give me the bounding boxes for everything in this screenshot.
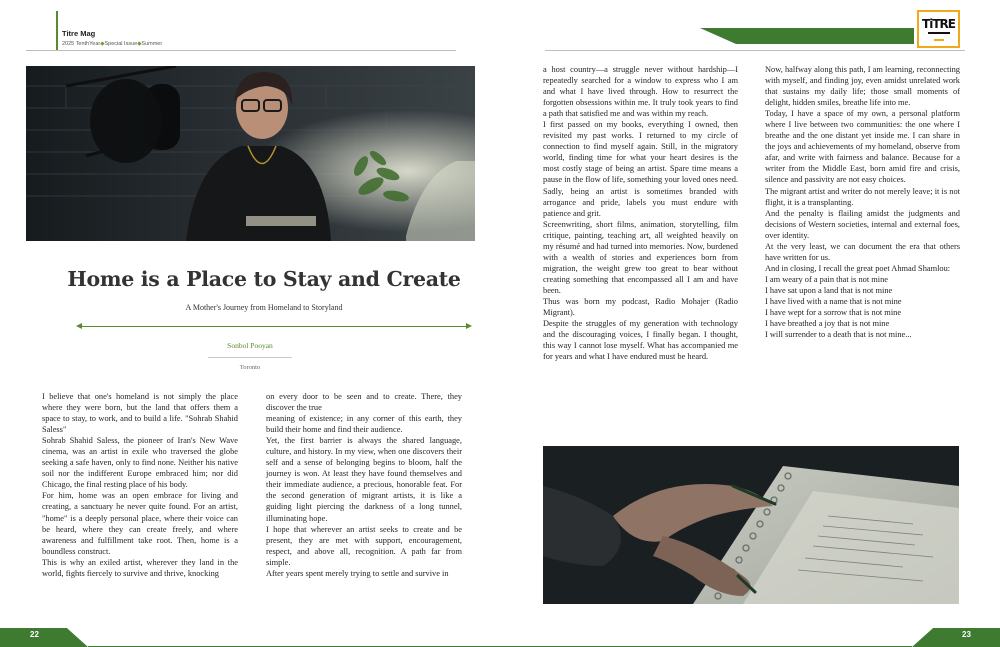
paragraph: meaning of existence; in any corner of this earth, they build their home and find their audience. bbox=[266, 414, 462, 435]
paragraph: After years spent merely trying to settle and survive in bbox=[266, 568, 449, 578]
header-rule-right bbox=[545, 50, 965, 51]
poem-line: I have sat upon a land that is not mine bbox=[765, 285, 893, 295]
magazine-logo bbox=[917, 10, 960, 48]
poem-line: I am weary of a pain that is not mine bbox=[765, 274, 889, 284]
body-column-4 bbox=[765, 64, 960, 340]
photo-hands-writing bbox=[543, 446, 959, 604]
header-rule-left bbox=[26, 50, 456, 51]
divider-arrow-right-icon bbox=[466, 323, 472, 329]
poem-line: I have wept for a sorrow that is not mine bbox=[765, 308, 902, 318]
paragraph: Despite the struggles of my generation with technology and the discouraging voices, I finally began. I thought, this way I cannot lose myself. What has accompanied me for years and what I have endured must be heard. bbox=[543, 319, 738, 362]
paragraph: Now, halfway along this path, I am learning, reconnecting with myself, and finding joy, even amidst unrelated work that sustains my daily life; those small moments of delight, hidden smiles, breathe life into me. bbox=[765, 65, 960, 108]
paragraph: This is why an exiled artist, wherever they land in the world, fights fiercely to survive and thrive, knocking bbox=[42, 557, 238, 578]
article-location: Toronto bbox=[239, 364, 261, 371]
issue-season: Summer bbox=[141, 41, 163, 47]
poem-line: I will surrender to a death that is not mine... bbox=[765, 330, 912, 340]
divider-arrow-left-icon bbox=[76, 323, 82, 329]
title-divider bbox=[78, 326, 469, 327]
paragraph: Screenwriting, short films, animation, storytelling, film critique, painting, teaching art, all weighted heavily on my résumé and had turned into memories. Now, burdened with a wealth of stories and experiences born from migration, the weight grew too great to bear without creating something that encompassed all I am and have been. bbox=[543, 219, 738, 295]
issue-line bbox=[62, 41, 162, 47]
footer-band-left bbox=[0, 628, 88, 647]
page-number-left: 22 bbox=[30, 630, 39, 639]
issue-separator: ◆ bbox=[137, 41, 142, 47]
photo-podcaster bbox=[26, 66, 475, 241]
article-subtitle: A Mother's Journey from Homeland to Storyland bbox=[185, 303, 343, 312]
article-title: Home is a Place to Stay and Create bbox=[67, 267, 461, 291]
paragraph: Thus was born my podcast, Radio Mohajer (Radio Migrant). bbox=[543, 296, 738, 318]
paragraph: I hope that wherever an artist seeks to create and be present, they are met with support, encouragement, respect, and above all, recognition. A path far from simple. bbox=[266, 524, 462, 567]
poem-line: I have lived with a name that is not mine bbox=[765, 296, 902, 306]
header-green-band bbox=[768, 28, 914, 44]
paragraph: on every door to be seen and to create. There, they discover the true bbox=[266, 392, 462, 413]
body-column-3 bbox=[543, 64, 738, 362]
issue-separator: ◆ bbox=[100, 41, 105, 47]
paragraph: The migrant artist and writer do not merely leave; it is not flight, it is a transplanting. bbox=[765, 186, 960, 207]
header-accent-bar bbox=[56, 11, 58, 51]
issue-year: 2025 TenthYear bbox=[62, 41, 101, 47]
logo-text: TiTRE bbox=[922, 16, 955, 31]
poem-line: I have breathed a joy that is not mine bbox=[765, 319, 890, 329]
paragraph: I first passed on my books, everything I owned, then revisited my past works. I returned to my circle of connection to find myself again. Still, in the migratory world, finding time for what your heart desires is the most costly stage of being an artist. Spare time means a pause in the flow of life, something your loved ones need. Sadly, being an artist is sometimes branded with arrogance and pride, labels you must endure with patience and grit. bbox=[543, 120, 738, 218]
paragraph: Sohrab Shahid Saless, the pioneer of Iran's New Wave cinema, was an artist in exile who traversed the globe seeking a safe haven, only to find none. Neither his native soil nor the indifferent Europe embraced him; nor did Chicago, the final resting place of his body. bbox=[42, 436, 238, 490]
paragraph: I believe that one's homeland is not simply the place where they were born, but the land that offers them a space to stay, to work, and to build a life. "Sohrab Shahid Saless" bbox=[42, 392, 238, 435]
article-author: Sonbol Pooyan bbox=[227, 341, 273, 350]
paragraph: Today, I have a space of my own, a personal platform where I live between two communities: the one where I breathe and the one distant yet inside me. I can share in the joys and achievements of my homeland, observe from afar, and write with fairness and balance. Because for a writer from the Middle East, born amid fire and crisis, silence and passivity are not easy choices. bbox=[765, 109, 960, 185]
body-column-2 bbox=[266, 391, 462, 579]
paragraph: For him, home was an open embrace for living and creating, a sanctuary he never quite found. For an artist, "home" is a deeply personal place, where their voice can be heard, where they can create freely, and where awareness and fulfillment take root. Then, home is a boundless construct. bbox=[42, 491, 238, 556]
author-divider bbox=[208, 357, 292, 358]
paragraph: a host country—a struggle never without hardship—I repeatedly searched for a window to express who I am and what I have lived through. How to resurrect the forgotten obsessions within me. It truly took years to find a path that satisfied me and was within my reach. bbox=[543, 65, 738, 119]
paragraph: And in closing, I recall the great poet Ahmad Shamlou: bbox=[765, 263, 951, 273]
issue-special: Special Issue bbox=[104, 41, 138, 47]
paragraph: And the penalty is flailing amidst the judgments and decisions of Western societies, internal and external foes, over identity. bbox=[765, 208, 960, 240]
page-number-right: 23 bbox=[962, 630, 971, 639]
footer-band-right bbox=[912, 628, 1000, 647]
paragraph: At the very least, we can document the era that others have written for us. bbox=[765, 241, 960, 262]
paragraph: Yet, the first barrier is always the shared language, culture, and history. In my view, when one discovers their self and a sense of belonging begins to bloom, half the journey is won. At least they have found themselves and their immediate audience, a precious, honorable feat. For the second generation of migrant artists, it is like a guiding light piercing the darkness of a long tunnel, illuminating hope. bbox=[266, 436, 462, 523]
magazine-name: Titre Mag bbox=[62, 29, 96, 38]
body-column-1 bbox=[42, 391, 238, 579]
